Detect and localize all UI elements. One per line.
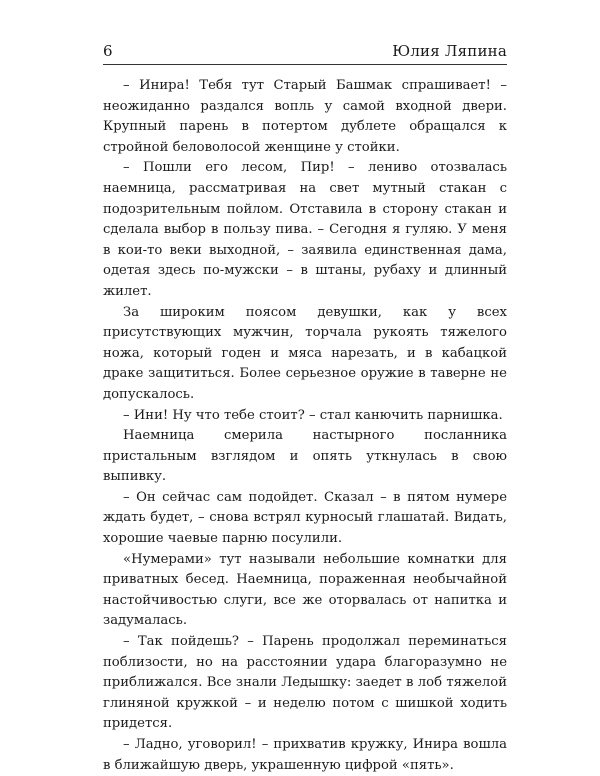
paragraph: Наемница смерила настырного посланника пристальным взглядом и опять уткнулась в свою выпивку. xyxy=(103,428,507,485)
paragraph: «Нумерами» тут называли небольшие комнатки для приватных бесед. Наемница, пораженная необычайной настойчивостью слуги, все же оторвалась от напитка и задумалась. xyxy=(103,551,507,629)
paragraph: – Ини! Ну что тебе стоит? – стал канючить парнишка. xyxy=(123,407,503,423)
header-rule xyxy=(103,64,507,65)
body-text xyxy=(103,76,507,776)
page-number: 6 xyxy=(103,42,113,60)
running-head-author: Юлия Ляпина xyxy=(392,42,507,60)
paragraph: За широким поясом девушки, как у всех присутствующих мужчин, торчала рукоять тяжелого ножа, который годен и мяса нарезать, и в кабацкой драке защититься. Более серьезное оружие в таверне не допускалось. xyxy=(103,304,507,402)
paragraph: – Пошли его лесом, Пир! – лениво отозвалась наемница, рассматривая на свет мутный стакан с подозрительным пойлом. Отставила в сторону стакан и сделала выбор в пользу пива. – Сегодня я гуляю. У меня в кои-то веки выходной, – заявила единственная дама, одетая здесь по-мужски – в штаны, рубаху и длинный жилет. xyxy=(103,160,507,299)
paragraph: – Так пойдешь? – Парень продолжал переминаться поблизости, но на расстоянии удара благоразумно не приближался. Все знали Ледышку: заедет в лоб тяжелой глиняной кружкой – и неделю потом с шишкой ходить придется. xyxy=(103,634,507,732)
paragraph: – Он сейчас сам подойдет. Сказал – в пятом нумере ждать будет, – снова встрял курносый глашатай. Видать, хорошие чаевые парню посулили. xyxy=(103,489,507,547)
paragraph: – Инира! Тебя тут Старый Башмак спрашивает! – неожиданно раздался вопль у самой входной двери. Крупный парень в потертом дублете обращался к стройной беловолосой женщине у стойки. xyxy=(103,78,507,155)
page-header xyxy=(103,40,507,62)
paragraph: – Ладно, уговорил! – прихватив кружку, Инира вошла в ближайшую дверь, украшенную цифрой «пять». xyxy=(103,737,507,773)
